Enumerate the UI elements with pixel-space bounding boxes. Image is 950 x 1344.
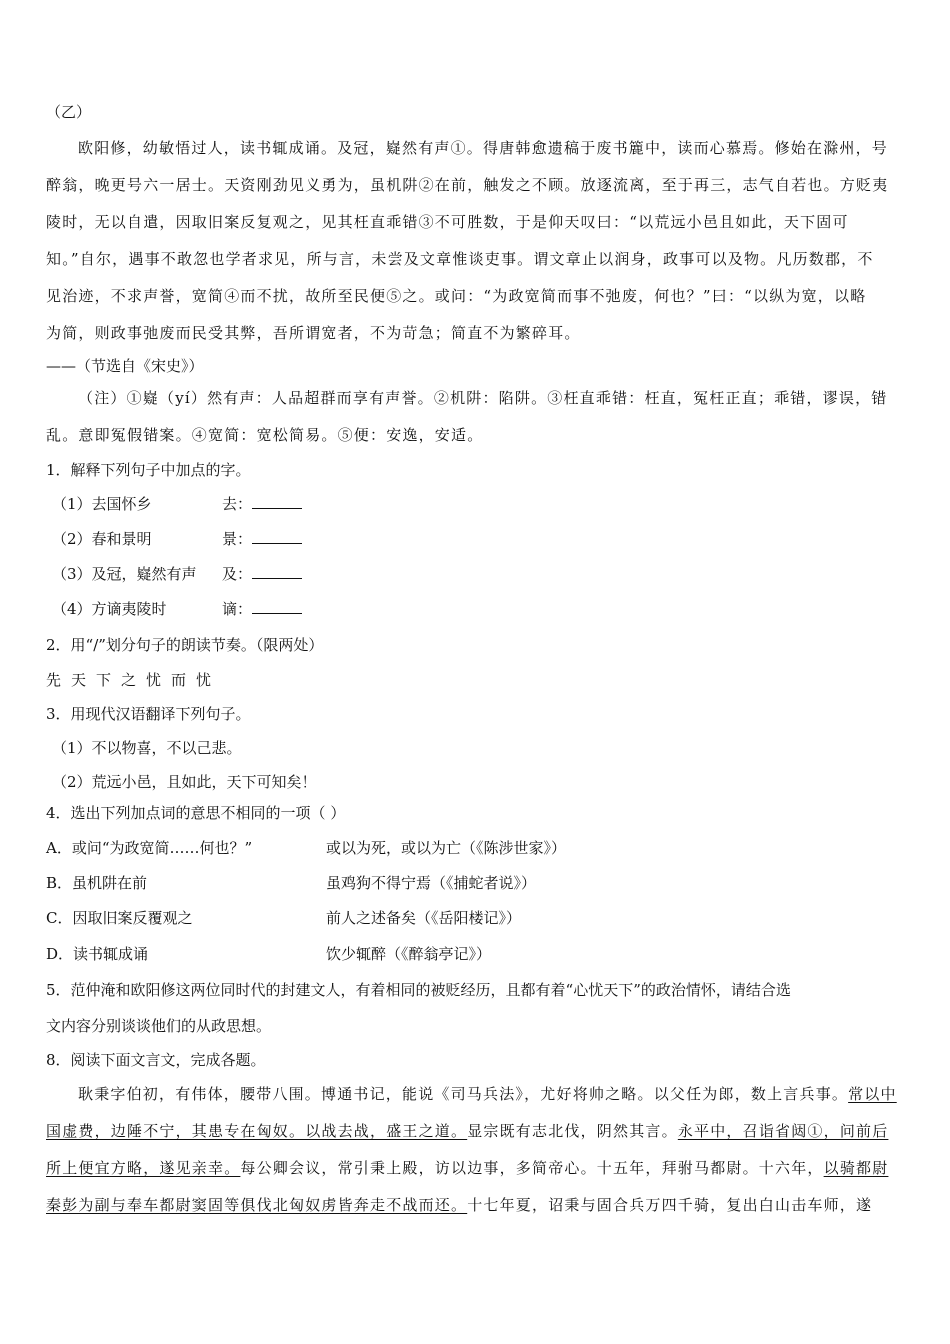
notes-line-2: 乱。意即冤假错案。④宽简：宽松简易。⑤便：安逸，安适。 — [46, 426, 484, 444]
q1-item-1 — [52, 492, 253, 516]
passage-8-text: 每公卿会议，常引秉上殿，访以边事，多简帝心。十五年，拜驸马都尉。十六年， — [240, 1159, 824, 1177]
question-5-line-1: 5．范仲淹和欧阳修这两位同时代的封建文人，有着相同的被贬经历，且都有着“心忧天下”的政治情怀，请结合选 — [46, 981, 791, 999]
q1-item-2-char: 景： — [222, 530, 253, 548]
passage-yi-line-1: 欧阳修，幼敏悟过人，读书辄成诵。及冠，嶷然有声①。得唐韩愈遗稿于废书簏中，读而心慕焉。修始在滁州，号 — [78, 139, 889, 157]
question-2-title: 2．用“/”划分句子的朗读节奏。（限两处） — [46, 636, 324, 654]
q4-option-c-right: 前人之述备矣（《岳阳楼记》） — [326, 909, 522, 927]
q1-item-1-sentence: （1）去国怀乡 — [52, 495, 152, 513]
passage-8-underlined: 秦彭为副与奉车都尉窦固等俱伐北匈奴虏皆奔走不战而还。 — [46, 1196, 468, 1214]
question-8-title: 8．阅读下面文言文，完成各题。 — [46, 1051, 266, 1069]
passage-yi-line-5: 见治迹，不求声誉，宽简④而不扰，故所至民便⑤之。或问：“为政宽简而事不弛废，何也？”曰：“以纵为宽，以略 — [46, 287, 867, 305]
question-1-title: 1．解释下列句子中加点的字。 — [46, 461, 251, 479]
passage-8-text: 显宗既有志北伐，阴然其言。 — [467, 1122, 678, 1140]
section-label-yi: （乙） — [46, 103, 92, 121]
answer-blank[interactable] — [252, 492, 302, 509]
q4-option-b-right: 虽鸡狗不得宁焉（《捕蛇者说》） — [326, 874, 537, 892]
answer-blank[interactable] — [252, 562, 302, 579]
passage-yi-line-6: 为简，则政事弛废而民受其弊，吾所谓宽者，不为苛急；简直不为繁碎耳。 — [46, 324, 581, 342]
passage-8-underlined: 常以中 — [848, 1085, 897, 1103]
q1-item-1-answer[interactable] — [222, 492, 302, 516]
q2-sentence: 先天下之忧而忧 — [46, 671, 222, 689]
passage-8-underlined: 所上便宜方略，遂见亲幸。 — [46, 1159, 241, 1177]
q4-option-a-left: A．或问“为政宽简……何也？” — [46, 839, 253, 857]
notes-line-1: （注）①嶷（yí）然有声：人品超群而享有声誉。②机阱：陷阱。③枉直乖错：枉直，冤枉正直；乖错，谬误，错 — [78, 389, 888, 407]
q1-item-4 — [52, 597, 253, 621]
q4-option-a[interactable] — [46, 836, 567, 860]
passage-yi-line-4: 知。”自尔，遇事不敢忽也学者求见，所与言，未尝及文章惟谈吏事。谓文章止以润身，政事可以及物。凡历数郡，不 — [46, 250, 874, 268]
answer-blank[interactable] — [252, 597, 302, 614]
answer-blank[interactable] — [252, 527, 302, 544]
q4-option-b[interactable] — [46, 871, 537, 895]
passage-8-text: 十七年夏，诏秉与固合兵万四千骑，复出白山击车师，遂 — [467, 1196, 873, 1214]
passage-8-underlined: 永平中，召诣省闼①，问前后 — [677, 1122, 889, 1140]
passage-8-line-4 — [46, 1193, 872, 1217]
q1-item-2 — [52, 527, 253, 551]
q1-item-3 — [52, 562, 253, 586]
q1-item-2-answer[interactable] — [222, 527, 302, 551]
q1-item-4-answer[interactable] — [222, 597, 302, 621]
passage-8-underlined: 以骑都尉 — [823, 1159, 889, 1177]
q1-item-4-char: 谪： — [222, 600, 253, 618]
question-3-title: 3．用现代汉语翻译下列句子。 — [46, 705, 251, 723]
passage-source: ——（节选自《宋史》） — [46, 357, 204, 375]
q1-item-3-char: 及： — [222, 565, 253, 583]
q4-option-c[interactable] — [46, 906, 522, 930]
q4-option-b-left: B．虽机阱在前 — [46, 874, 148, 892]
passage-8-line-1 — [78, 1082, 897, 1106]
q4-option-d[interactable] — [46, 942, 492, 966]
passage-8-line-2 — [46, 1119, 888, 1143]
passage-yi-line-3: 陵时，无以自遣，因取旧案反复观之，见其枉直乖错③不可胜数，于是仰天叹曰：“以荒远小邑且如此，天下固可 — [46, 213, 849, 231]
q4-option-d-right: 饮少辄醉（《醉翁亭记》） — [326, 945, 492, 963]
q3-item-1: （1）不以物喜，不以己悲。 — [52, 739, 242, 757]
q1-item-1-char: 去： — [222, 495, 253, 513]
question-5-line-2: 文内容分别谈谈他们的从政思想。 — [46, 1017, 272, 1035]
question-4-title: 4．选出下列加点词的意思不相同的一项（ ） — [46, 804, 346, 822]
q1-item-3-answer[interactable] — [222, 562, 302, 586]
passage-8-text: 耿秉字伯初，有伟体，腰带八围。博通书记，能说《司马兵法》，尤好将帅之略。以父任为郎，数上言兵事。 — [78, 1085, 849, 1103]
q4-option-a-right: 或以为死，或以为亡（《陈涉世家》） — [326, 839, 567, 857]
passage-8-line-3 — [46, 1156, 888, 1180]
q1-item-4-sentence: （4）方谪夷陵时 — [52, 600, 167, 618]
q4-option-d-left: D．读书辄成诵 — [46, 945, 149, 963]
q1-item-2-sentence: （2）春和景明 — [52, 530, 152, 548]
q3-item-2: （2）荒远小邑，且如此，天下可知矣！ — [52, 773, 317, 791]
passage-8-underlined: 国虚费，边陲不宁，其患专在匈奴。以战去战，盛王之道。 — [46, 1122, 468, 1140]
passage-yi-line-2: 醉翁，晚更号六一居士。天资刚劲见义勇为，虽机阱②在前，触发之不顾。放逐流离，至于再三，志气自若也。方贬夷 — [46, 176, 889, 194]
q1-item-3-sentence: （3）及冠，嶷然有声 — [52, 565, 197, 583]
q4-option-c-left: C．因取旧案反覆观之 — [46, 909, 193, 927]
